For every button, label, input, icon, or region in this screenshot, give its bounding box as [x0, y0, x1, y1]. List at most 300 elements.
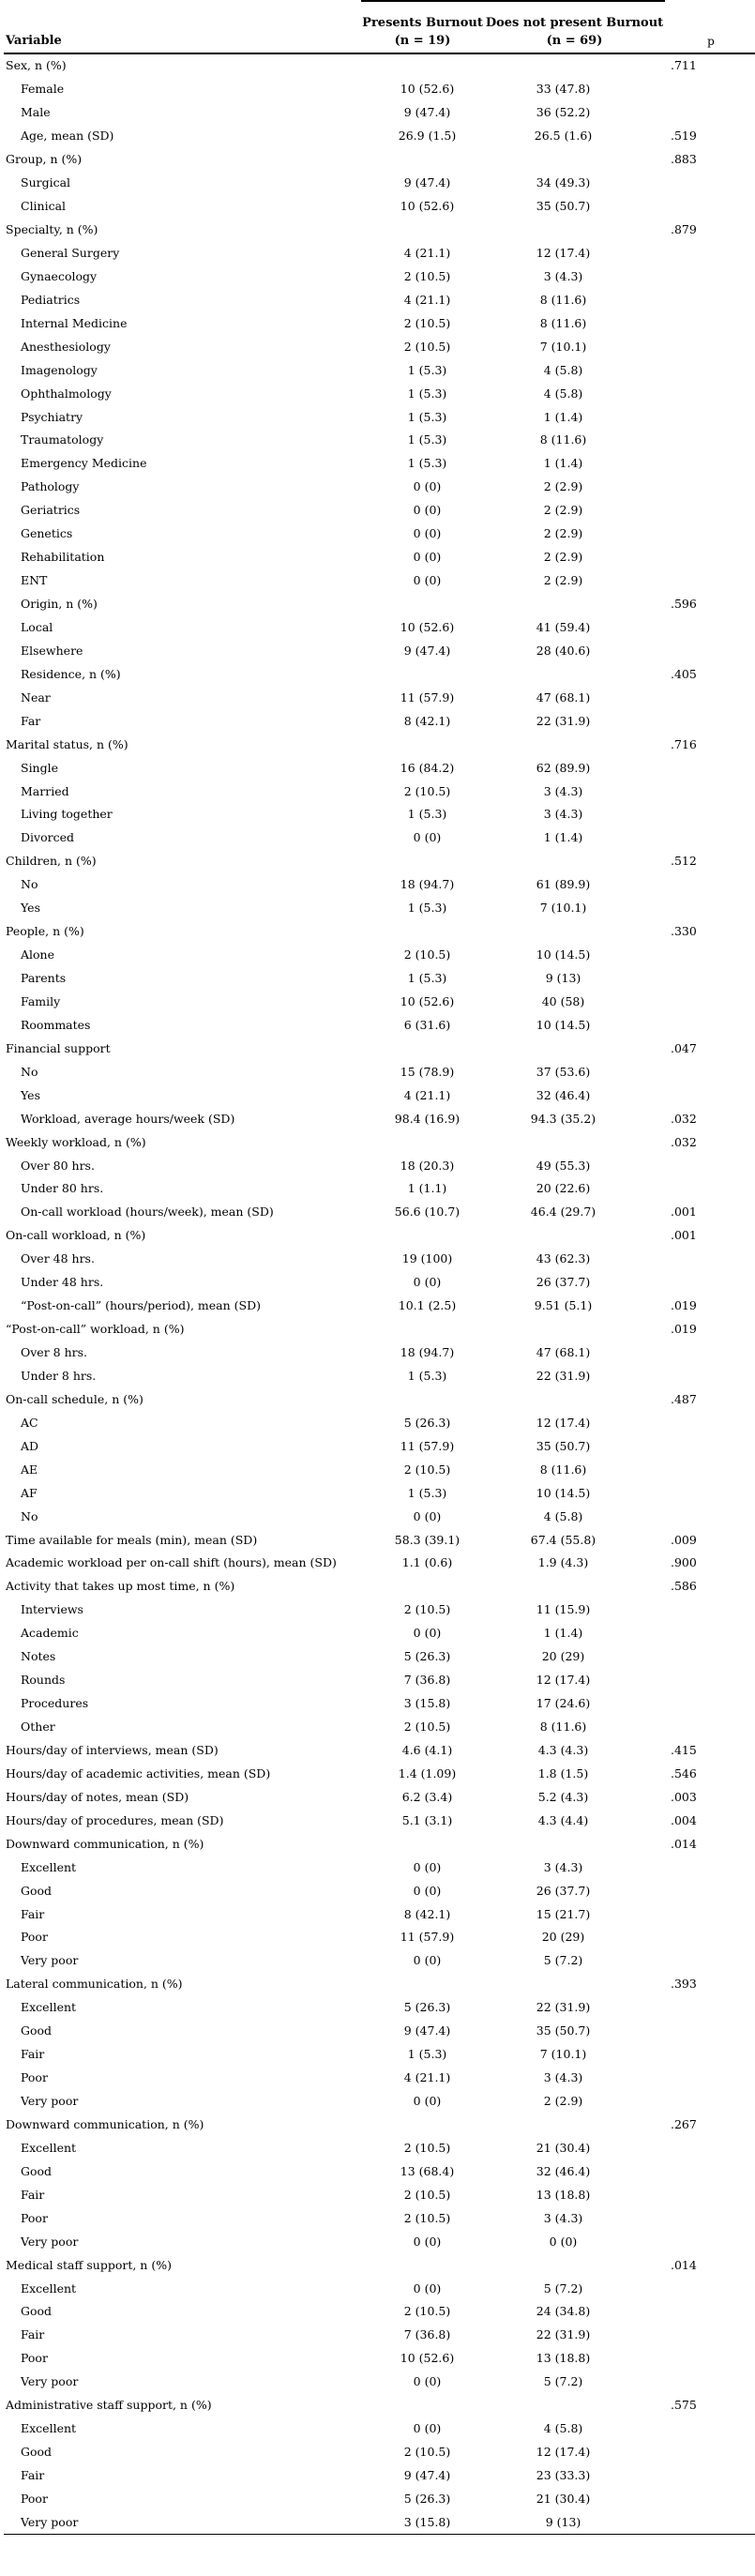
table-row [4, 1060, 755, 1083]
no-burnout-cell: 10 (14.5) [536, 1017, 591, 1032]
variable-cell: General Surgery [21, 245, 120, 260]
table-row [4, 2441, 755, 2464]
no-burnout-cell: 2 (2.9) [543, 550, 583, 565]
p-value-cell [665, 1411, 755, 1434]
table-row [4, 1177, 755, 1201]
no-burnout-cell: 35 (50.7) [536, 2023, 591, 2038]
table-row [4, 2394, 755, 2417]
table-row [4, 1809, 755, 1832]
p-value-cell [665, 2043, 755, 2067]
table-row [4, 476, 755, 499]
p-value-cell [665, 1902, 755, 1926]
p-value-cell [665, 1154, 755, 1177]
presents-burnout-cell: 1 (5.3) [407, 456, 447, 471]
p-value-cell [665, 1248, 755, 1271]
presents-burnout-cell: 5 (26.3) [403, 2000, 451, 2015]
presents-burnout-cell [361, 1387, 484, 1411]
presents-burnout-cell: 0 (0) [413, 550, 442, 565]
no-burnout-cell: 20 (22.6) [536, 1181, 591, 1196]
table-row [4, 1949, 755, 1973]
presents-burnout-cell: 10.1 (2.5) [398, 1298, 457, 1313]
p-value-cell: .267 [671, 2116, 697, 2131]
presents-burnout-cell: 1 (5.3) [407, 1485, 447, 1500]
no-burnout-cell [484, 920, 665, 944]
p-value-cell: .883 [671, 152, 697, 167]
p-value-cell [665, 2464, 755, 2488]
no-burnout-cell: 3 (4.3) [543, 783, 583, 798]
no-burnout-cell: 47 (68.1) [536, 1345, 591, 1360]
presents-burnout-cell: 26.9 (1.5) [398, 129, 457, 144]
p-value-cell: .047 [671, 1040, 697, 1055]
header-spacer-p [665, 1, 755, 30]
presents-burnout-cell [361, 2114, 484, 2137]
table-row [4, 311, 755, 335]
p-value-cell [665, 803, 755, 826]
variable-cell: Age, mean (SD) [21, 129, 114, 144]
presents-burnout-cell [361, 1318, 484, 1341]
p-value-cell [665, 2206, 755, 2230]
no-burnout-cell: 3 (4.3) [543, 2070, 583, 2085]
p-value-cell [665, 1716, 755, 1739]
p-value-cell [665, 1996, 755, 2020]
variable-cell: Poor [21, 2351, 48, 2366]
p-value-cell [665, 686, 755, 709]
no-burnout-cell: 1.9 (4.3) [537, 1555, 589, 1570]
presents-burnout-cell: 0 (0) [413, 1626, 442, 1641]
p-value-cell [665, 2441, 755, 2464]
no-burnout-cell: 9.51 (5.1) [534, 1298, 593, 1313]
table-row [4, 850, 755, 873]
variable-cell: Ophthalmology [21, 386, 112, 401]
variable-cell: Family [21, 993, 61, 1008]
p-value-cell [665, 311, 755, 335]
variable-cell: AE [21, 1462, 38, 1477]
presents-burnout-cell: 1 (5.3) [407, 2047, 447, 2062]
presents-burnout-cell: 5 (26.3) [403, 2491, 451, 2506]
variable-cell: Hours/day of procedures, mean (SD) [6, 1812, 224, 1827]
variable-cell: Genetics [21, 526, 73, 541]
presents-burnout-cell [361, 1973, 484, 1996]
presents-burnout-cell [361, 219, 484, 242]
p-value-cell [665, 101, 755, 125]
p-value-cell [665, 172, 755, 195]
variable-cell: Hours/day of interviews, mean (SD) [6, 1742, 219, 1757]
p-value-cell [665, 1879, 755, 1902]
presents-burnout-cell: 2 (10.5) [403, 1720, 451, 1735]
table-row [4, 1271, 755, 1295]
presents-burnout-cell: 0 (0) [413, 1275, 442, 1290]
table-row [4, 172, 755, 195]
presents-burnout-cell: 2 (10.5) [403, 315, 451, 330]
no-burnout-cell [484, 148, 665, 172]
table-row [4, 148, 755, 172]
no-burnout-cell: 26 (37.7) [536, 1883, 591, 1898]
no-burnout-cell: 4 (5.8) [543, 1508, 583, 1523]
p-value-cell: .711 [671, 58, 697, 73]
p-value-cell [665, 616, 755, 640]
variable-cell: Activity that takes up most time, n (%) [6, 1579, 235, 1594]
table-row [4, 335, 755, 358]
variable-cell: Very poor [21, 2094, 79, 2109]
table-row [4, 756, 755, 780]
presents-burnout-cell: 0 (0) [413, 526, 442, 541]
variable-cell: Other [21, 1720, 55, 1735]
p-value-cell [665, 1481, 755, 1505]
no-burnout-cell: 4 (5.8) [543, 2421, 583, 2436]
no-burnout-cell: 41 (59.4) [536, 619, 591, 634]
table-row [4, 1716, 755, 1739]
presents-burnout-cell: 18 (20.3) [400, 1158, 455, 1173]
p-value-cell [665, 1622, 755, 1645]
p-value-cell [665, 1669, 755, 1692]
presents-burnout-cell: 8 (42.1) [403, 713, 451, 728]
p-value-cell [665, 967, 755, 991]
p-value-cell [665, 991, 755, 1014]
no-burnout-cell: 36 (52.2) [536, 105, 591, 120]
presents-burnout-cell [361, 53, 484, 78]
table-row [4, 2159, 755, 2183]
table-row [4, 2090, 755, 2114]
table-row [4, 242, 755, 265]
table-row [4, 1996, 755, 2020]
variable-cell: Over 80 hrs. [21, 1158, 95, 1173]
p-value-cell: .014 [671, 1836, 697, 1851]
presents-burnout-cell: 1.1 (0.6) [401, 1555, 453, 1570]
p-value-cell: .546 [671, 1765, 697, 1780]
no-burnout-cell: 1.8 (1.5) [537, 1765, 589, 1780]
variable-cell: Over 8 hrs. [21, 1345, 87, 1360]
presents-burnout-cell: 2 (10.5) [403, 2445, 451, 2460]
variable-cell: Poor [21, 2210, 48, 2225]
presents-burnout-cell: 9 (47.4) [403, 175, 451, 190]
p-value-cell [665, 382, 755, 405]
header-spacer [4, 1, 361, 30]
table-row [4, 2043, 755, 2067]
table-row [4, 2371, 755, 2394]
table-row [4, 1013, 755, 1037]
variable-cell: Administrative staff support, n (%) [6, 2398, 212, 2413]
p-value-cell [665, 1177, 755, 1201]
no-burnout-cell: 22 (31.9) [536, 1368, 591, 1383]
no-burnout-cell: 23 (33.3) [536, 2468, 591, 2483]
table-row [4, 429, 755, 452]
no-burnout-cell: 1 (1.4) [543, 409, 583, 424]
table-row [4, 569, 755, 593]
variable-cell: Traumatology [21, 432, 104, 447]
variable-cell: Anesthesiology [21, 339, 111, 354]
table-row [4, 897, 755, 920]
presents-burnout-cell: 1 (5.3) [407, 901, 447, 916]
p-value-cell: .405 [671, 666, 697, 681]
no-burnout-cell: 47 (68.1) [536, 689, 591, 705]
presents-burnout-cell [361, 920, 484, 944]
p-value-cell [665, 569, 755, 593]
variable-cell: Local [21, 619, 53, 634]
presents-burnout-cell: 11 (57.9) [400, 1438, 455, 1453]
variable-cell: Excellent [21, 2140, 77, 2155]
presents-burnout-cell: 98.4 (16.9) [394, 1111, 461, 1126]
variable-cell: Origin, n (%) [21, 597, 98, 612]
variable-cell: Male [21, 105, 51, 120]
presents-burnout-cell: 0 (0) [413, 573, 442, 588]
variable-cell: Poor [21, 2070, 48, 2085]
p-value-cell [665, 405, 755, 429]
table-row [4, 1902, 755, 1926]
table-row [4, 1481, 755, 1505]
table-row [4, 709, 755, 733]
variable-cell: Yes [21, 1087, 40, 1102]
p-value-cell [665, 546, 755, 569]
variable-cell: Gynaecology [21, 268, 98, 283]
variable-cell: Hours/day of notes, mean (SD) [6, 1789, 189, 1804]
table-row [4, 1458, 755, 1481]
presents-burnout-cell [361, 2253, 484, 2277]
variable-cell: Group, n (%) [6, 152, 83, 167]
variable-cell: Under 48 hrs. [21, 1275, 104, 1290]
variable-cell: Good [21, 2163, 53, 2178]
table-row [4, 1552, 755, 1575]
presents-burnout-cell: 9 (47.4) [403, 2468, 451, 2483]
presents-burnout-cell: 13 (68.4) [400, 2163, 455, 2178]
table-row [4, 1107, 755, 1130]
no-burnout-cell: 46.4 (29.7) [530, 1205, 596, 1220]
table-row [4, 405, 755, 429]
table-row [4, 1973, 755, 1996]
variable-cell: Very poor [21, 1953, 79, 1968]
table-row [4, 1856, 755, 1879]
table-row [4, 1879, 755, 1902]
no-burnout-cell: 1 (1.4) [543, 456, 583, 471]
table-row [4, 382, 755, 405]
table-row [4, 1083, 755, 1107]
p-value-cell [665, 2090, 755, 2114]
p-value-cell [665, 897, 755, 920]
presents-burnout-cell: 11 (57.9) [400, 689, 455, 705]
no-burnout-cell: 7 (10.1) [539, 901, 587, 916]
presents-burnout-cell: 8 (42.1) [403, 1906, 451, 1921]
variable-cell: Clinical [21, 199, 67, 214]
presents-burnout-cell: 2 (10.5) [403, 947, 451, 962]
variable-cell: Yes [21, 901, 40, 916]
p-value-cell [665, 2183, 755, 2206]
no-burnout-cell: 5.2 (4.3) [537, 1789, 589, 1804]
no-burnout-cell: 0 (0) [549, 2234, 578, 2249]
no-burnout-cell: 22 (31.9) [536, 2327, 591, 2342]
presents-burnout-cell: 19 (100) [401, 1251, 453, 1266]
p-value-cell [665, 2020, 755, 2043]
table-row [4, 2277, 755, 2300]
presents-burnout-cell: 2 (10.5) [403, 1462, 451, 1477]
p-value-cell [665, 873, 755, 897]
presents-burnout-cell [361, 148, 484, 172]
presents-burnout-cell: 0 (0) [413, 2234, 442, 2249]
p-value-cell [665, 1645, 755, 1669]
no-burnout-cell: 9 (13) [545, 2514, 581, 2529]
presents-burnout-cell: 11 (57.9) [400, 1930, 455, 1945]
no-burnout-cell: 4.3 (4.4) [537, 1812, 589, 1827]
p-value-cell [665, 1341, 755, 1365]
table-row [4, 662, 755, 686]
no-burnout-cell: 21 (30.4) [536, 2491, 591, 2506]
no-burnout-cell: 2 (2.9) [543, 479, 583, 494]
variable-cell: Excellent [21, 2281, 77, 2296]
variable-cell: No [21, 1508, 38, 1523]
table-row [4, 2136, 755, 2159]
p-value-cell: .032 [671, 1134, 697, 1149]
p-value-cell [665, 2324, 755, 2347]
variable-cell: Procedures [21, 1696, 89, 1711]
presents-burnout-cell: 4 (21.1) [403, 292, 451, 307]
table-row [4, 780, 755, 803]
table-row [4, 546, 755, 569]
table-row [4, 523, 755, 546]
p-value-cell: .586 [671, 1579, 697, 1594]
table-row [4, 2253, 755, 2277]
table-row [4, 1622, 755, 1645]
table-row [4, 1365, 755, 1388]
table-row [4, 1341, 755, 1365]
burnout-characteristics-table [4, 0, 755, 2535]
p-value-cell [665, 780, 755, 803]
p-value-cell: .019 [671, 1322, 697, 1337]
presents-burnout-cell: 2 (10.5) [403, 2187, 451, 2202]
variable-cell: AF [21, 1485, 38, 1500]
table-row [4, 2347, 755, 2371]
variable-cell: Downward communication, n (%) [6, 1836, 204, 1851]
presents-burnout-cell [361, 1224, 484, 1248]
p-value-cell [665, 2371, 755, 2394]
no-burnout-cell: 33 (47.8) [536, 82, 591, 97]
no-burnout-cell: 8 (11.6) [539, 292, 587, 307]
variable-cell: Imagenology [21, 362, 98, 377]
variable-cell: Far [21, 713, 41, 728]
no-burnout-cell: 61 (89.9) [536, 877, 591, 892]
p-value-cell: .900 [671, 1555, 697, 1570]
presents-burnout-cell: 0 (0) [413, 1953, 442, 1968]
table-row [4, 1599, 755, 1622]
presents-burnout-cell: 1 (5.3) [407, 971, 447, 986]
no-burnout-cell: 15 (21.7) [536, 1906, 591, 1921]
no-burnout-cell: 12 (17.4) [536, 1673, 591, 1688]
p-value-cell [665, 1926, 755, 1949]
presents-burnout-cell: 7 (36.8) [403, 1673, 451, 1688]
header-p-value: p [665, 30, 755, 53]
variable-cell: On-call workload, n (%) [6, 1228, 146, 1243]
p-value-cell [665, 452, 755, 476]
presents-burnout-cell: 9 (47.4) [403, 105, 451, 120]
variable-cell: Good [21, 2023, 53, 2038]
table-row [4, 826, 755, 850]
table-row [4, 2488, 755, 2511]
table-row [4, 195, 755, 219]
p-value-cell [665, 2510, 755, 2534]
presents-burnout-cell: 1 (5.3) [407, 362, 447, 377]
table-row [4, 2067, 755, 2090]
no-burnout-cell: 8 (11.6) [539, 1720, 587, 1735]
p-value-cell [665, 1013, 755, 1037]
header-variable: Variable [4, 30, 361, 53]
p-value-cell [665, 335, 755, 358]
p-value-cell [665, 2300, 755, 2324]
presents-burnout-cell [361, 662, 484, 686]
table-row [4, 1528, 755, 1552]
table-row [4, 1669, 755, 1692]
presents-burnout-cell [361, 1575, 484, 1599]
header-presents-burnout: Presents Burnout [361, 1, 484, 30]
p-value-cell [665, 1365, 755, 1388]
table-row [4, 1387, 755, 1411]
variable-cell: Time available for meals (min), mean (SD) [6, 1532, 258, 1547]
no-burnout-cell: 8 (11.6) [539, 315, 587, 330]
variable-cell: Geriatrics [21, 503, 81, 518]
presents-burnout-cell: 1 (5.3) [407, 386, 447, 401]
p-value-cell: .596 [671, 597, 697, 612]
table-row [4, 967, 755, 991]
table-row [4, 2464, 755, 2488]
no-burnout-cell: 43 (62.3) [536, 1251, 591, 1266]
no-burnout-cell: 4.3 (4.3) [537, 1742, 589, 1757]
no-burnout-cell: 7 (10.1) [539, 2047, 587, 2062]
table-row [4, 1224, 755, 1248]
table-row [4, 1295, 755, 1318]
presents-burnout-cell: 0 (0) [413, 2421, 442, 2436]
p-value-cell [665, 2417, 755, 2441]
variable-cell: Single [21, 760, 59, 775]
variable-cell: Lateral communication, n (%) [6, 1977, 183, 1992]
p-value-cell: .330 [671, 924, 697, 939]
variable-cell: Good [21, 2445, 53, 2460]
presents-burnout-cell: 1 (5.3) [407, 807, 447, 822]
no-burnout-cell: 62 (89.9) [536, 760, 591, 775]
variable-cell: Poor [21, 1930, 48, 1945]
table-row [4, 1130, 755, 1154]
p-value-cell [665, 2159, 755, 2183]
table-row [4, 1645, 755, 1669]
no-burnout-cell: 28 (40.6) [536, 643, 591, 658]
presents-burnout-cell: 10 (52.6) [400, 993, 455, 1008]
table-row [4, 101, 755, 125]
variable-cell: Pathology [21, 479, 80, 494]
no-burnout-cell [484, 219, 665, 242]
p-value-cell [665, 195, 755, 219]
header-no-burnout: Does not present Burnout [484, 1, 665, 30]
no-burnout-cell [484, 1973, 665, 1996]
no-burnout-cell [484, 593, 665, 616]
p-value-cell [665, 1060, 755, 1083]
variable-cell: Specialty, n (%) [6, 222, 98, 237]
no-burnout-cell: 34 (49.3) [536, 175, 591, 190]
variable-cell: Alone [21, 947, 54, 962]
no-burnout-cell [484, 662, 665, 686]
table-header [4, 1, 755, 53]
no-burnout-cell: 35 (50.7) [536, 199, 591, 214]
no-burnout-cell: 13 (18.8) [536, 2187, 591, 2202]
presents-burnout-cell: 9 (47.4) [403, 2023, 451, 2038]
no-burnout-cell: 3 (4.3) [543, 807, 583, 822]
table-row [4, 219, 755, 242]
no-burnout-cell: 21 (30.4) [536, 2140, 591, 2155]
presents-burnout-cell: 0 (0) [413, 1508, 442, 1523]
table-row [4, 2300, 755, 2324]
variable-cell: Downward communication, n (%) [6, 2116, 204, 2131]
presents-burnout-cell: 0 (0) [413, 830, 442, 845]
no-burnout-cell [484, 1575, 665, 1599]
presents-burnout-cell: 5 (26.3) [403, 1649, 451, 1664]
no-burnout-cell [484, 2114, 665, 2137]
no-burnout-cell: 4 (5.8) [543, 362, 583, 377]
no-burnout-cell: 2 (2.9) [543, 503, 583, 518]
variable-cell: Near [21, 689, 51, 705]
